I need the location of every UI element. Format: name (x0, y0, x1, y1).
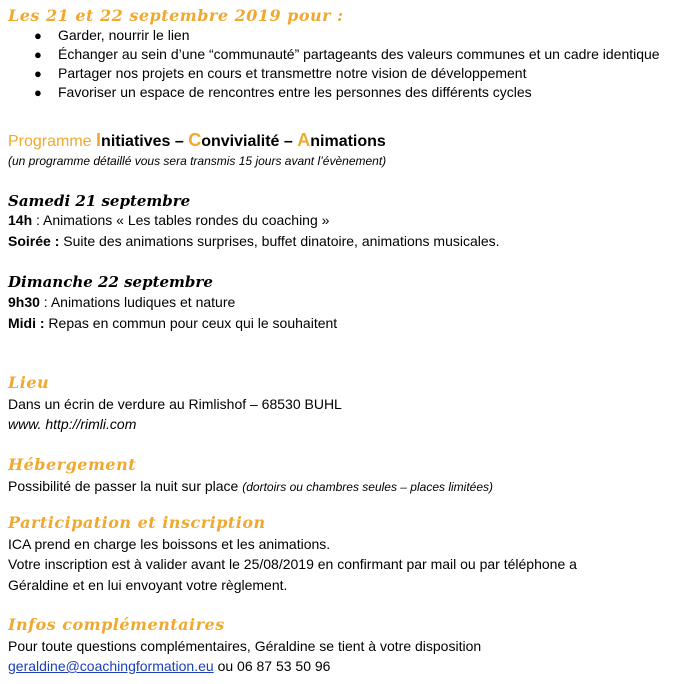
sunday-line-1: 9h30 : Animations ludiques et nature (8, 294, 236, 310)
bullet-icon: ● (34, 85, 42, 100)
participation-heading: Participation et inscription (8, 513, 266, 532)
list-item: ● Garder, nourrir le lien (34, 27, 190, 43)
bullet-icon: ● (34, 28, 42, 43)
lieu-heading: Lieu (8, 373, 50, 392)
sunday-line-2: Midi : Repas en commun pour ceux qui le souhaitent (8, 315, 338, 331)
list-item: ● Partager nos projets en cours et transmettre notre vision de développement (34, 65, 527, 81)
list-item: ● Échanger au sein d’une “communauté” partageants des valeurs communes et un cadre identique (34, 46, 660, 62)
email-link[interactable]: geraldine@coachingformation.eu (8, 658, 214, 674)
participation-line-1: ICA prend en charge les boissons et les animations. (8, 536, 331, 552)
list-item: ● Favoriser un espace de rencontres entre les personnes des différents cycles (34, 84, 532, 100)
participation-line-2: Votre inscription est à valider avant le 25/08/2019 en confirmant par mail ou par téléphone a (8, 556, 577, 572)
saturday-line-2: Soirée : Suite des animations surprises, buffet dinatoire, animations musicales. (8, 233, 500, 249)
hebergement-text: Possibilité de passer la nuit sur place (dortoirs ou chambres seules – places limitées) (8, 478, 494, 494)
infos-contact (8, 656, 330, 676)
bullet-icon: ● (34, 47, 42, 62)
programme-note: (un programme détaillé vous sera transmis 15 jours avant l’évènement) (8, 154, 387, 168)
participation-line-3: Géraldine et en lui envoyant votre règlement. (8, 577, 288, 593)
intro-bullet-list (34, 26, 660, 102)
lieu-address: Dans un écrin de verdure au Rimlishof – 68530 BUHL (8, 396, 342, 412)
saturday-title: Samedi 21 septembre (8, 192, 191, 210)
saturday-line-1: 14h : Animations « Les tables rondes du coaching » (8, 212, 330, 228)
hebergement-heading: Hébergement (8, 455, 137, 474)
bullet-icon: ● (34, 66, 42, 81)
infos-heading: Infos complémentaires (8, 615, 225, 634)
infos-line-1: Pour toute questions complémentaires, Géraldine se tient à votre disposition (8, 638, 482, 654)
programme-heading: Programme Initiatives – Convivialité – Animations (8, 130, 386, 150)
phone-number: ou 06 87 53 50 96 (213, 658, 331, 674)
intro-heading: Les 21 et 22 septembre 2019 pour : (8, 6, 344, 25)
sunday-title: Dimanche 22 septembre (8, 273, 213, 291)
lieu-website: www. http://rimli.com (8, 416, 137, 432)
